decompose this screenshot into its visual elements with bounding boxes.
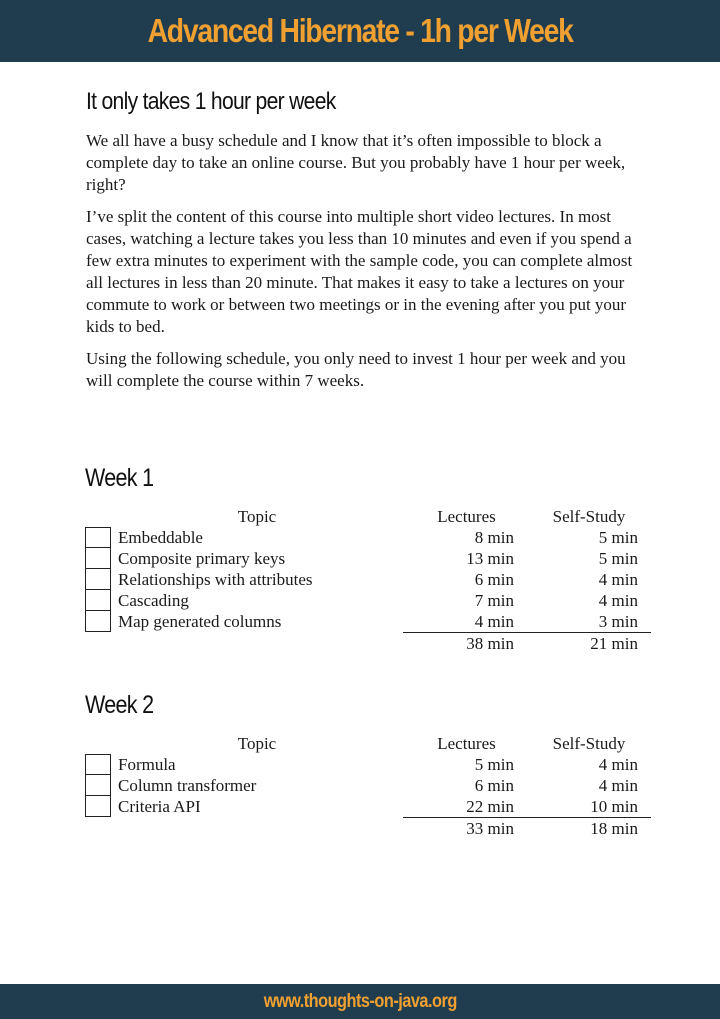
lectures-cell: 5 min bbox=[474, 755, 514, 774]
topic-cell: Column transformer bbox=[118, 776, 257, 795]
table-row bbox=[85, 611, 651, 632]
table-row bbox=[85, 569, 651, 590]
topic-cell: Map generated columns bbox=[118, 612, 282, 631]
checkbox[interactable] bbox=[85, 590, 111, 611]
checkbox-column-header bbox=[85, 733, 111, 754]
intro-paragraph-2: I’ve split the content of this course into multiple short video lectures. In most cases, watching a lecture takes you less than 10 minutes and even if you spend a few extra minutes to experiment with the sample code, you can complete almost all lectures in less than 20 minute. That makes it easy to take a lectures on your commute to work or between two meetings or in the evening after you put your kids to bed. bbox=[86, 207, 633, 336]
week-2-header-row bbox=[85, 733, 651, 754]
table-row bbox=[85, 775, 651, 796]
intro-section bbox=[86, 88, 636, 392]
checkbox[interactable] bbox=[85, 611, 111, 632]
header-bar bbox=[0, 0, 720, 62]
lectures-total: 38 min bbox=[466, 634, 514, 653]
self-study-cell: 4 min bbox=[598, 776, 638, 795]
week-1-header-row bbox=[85, 506, 651, 527]
week-1-schedule bbox=[85, 464, 651, 654]
table-row bbox=[85, 754, 651, 775]
checkbox[interactable] bbox=[85, 775, 111, 796]
checkbox-column-header bbox=[85, 506, 111, 527]
intro-paragraph-3: Using the following schedule, you only need to invest 1 hour per week and you will complete the course within 7 weeks. bbox=[86, 349, 626, 390]
week-2-total-row bbox=[403, 817, 651, 839]
self-study-cell: 4 min bbox=[598, 755, 638, 774]
topic-cell: Cascading bbox=[118, 591, 189, 610]
self-study-column-header: Self-Study bbox=[552, 734, 626, 753]
self-study-total: 18 min bbox=[590, 819, 638, 838]
week-2-schedule bbox=[85, 691, 651, 839]
topic-column-header: Topic bbox=[237, 507, 277, 526]
self-study-cell: 3 min bbox=[598, 612, 638, 631]
topic-cell: Relationships with attributes bbox=[118, 570, 313, 589]
lectures-cell: 7 min bbox=[474, 591, 514, 610]
footer-bar bbox=[0, 984, 720, 1019]
lectures-cell: 8 min bbox=[474, 528, 514, 547]
self-study-total: 21 min bbox=[590, 634, 638, 653]
self-study-cell: 4 min bbox=[598, 591, 638, 610]
lectures-column-header: Lectures bbox=[437, 507, 496, 526]
checkbox[interactable] bbox=[85, 548, 111, 569]
footer-url-link[interactable]: www.thoughts-on-java.org bbox=[263, 990, 457, 1012]
topic-cell: Criteria API bbox=[118, 797, 201, 816]
lectures-cell: 6 min bbox=[474, 776, 514, 795]
table-row bbox=[85, 796, 651, 817]
self-study-cell: 4 min bbox=[598, 570, 638, 589]
checkbox[interactable] bbox=[85, 527, 111, 548]
table-row bbox=[85, 527, 651, 548]
lectures-total: 33 min bbox=[466, 819, 514, 838]
intro-heading: It only takes 1 hour per week bbox=[86, 88, 336, 115]
lectures-cell: 6 min bbox=[474, 570, 514, 589]
page-title: Advanced Hibernate - 1h per Week bbox=[147, 12, 573, 49]
week-1-title: Week 1 bbox=[85, 464, 154, 492]
topic-cell: Composite primary keys bbox=[118, 549, 286, 568]
self-study-cell: 5 min bbox=[598, 528, 638, 547]
week-2-title: Week 2 bbox=[85, 691, 154, 719]
table-row bbox=[85, 590, 651, 611]
table-row bbox=[85, 548, 651, 569]
checkbox[interactable] bbox=[85, 796, 111, 817]
self-study-column-header: Self-Study bbox=[552, 507, 626, 526]
lectures-cell: 22 min bbox=[466, 797, 514, 816]
self-study-cell: 5 min bbox=[598, 549, 638, 568]
lectures-column-header: Lectures bbox=[437, 734, 496, 753]
week-1-total-row bbox=[403, 632, 651, 654]
intro-paragraph-1: We all have a busy schedule and I know that it’s often impossible to block a complete day to take an online course. But you probably have 1 hour per week, right? bbox=[86, 131, 626, 194]
checkbox[interactable] bbox=[85, 569, 111, 590]
topic-column-header: Topic bbox=[237, 734, 277, 753]
lectures-cell: 13 min bbox=[466, 549, 514, 568]
checkbox[interactable] bbox=[85, 754, 111, 775]
lectures-cell: 4 min bbox=[474, 612, 514, 631]
topic-cell: Embeddable bbox=[118, 528, 203, 547]
self-study-cell: 10 min bbox=[590, 797, 638, 816]
topic-cell: Formula bbox=[118, 755, 176, 774]
